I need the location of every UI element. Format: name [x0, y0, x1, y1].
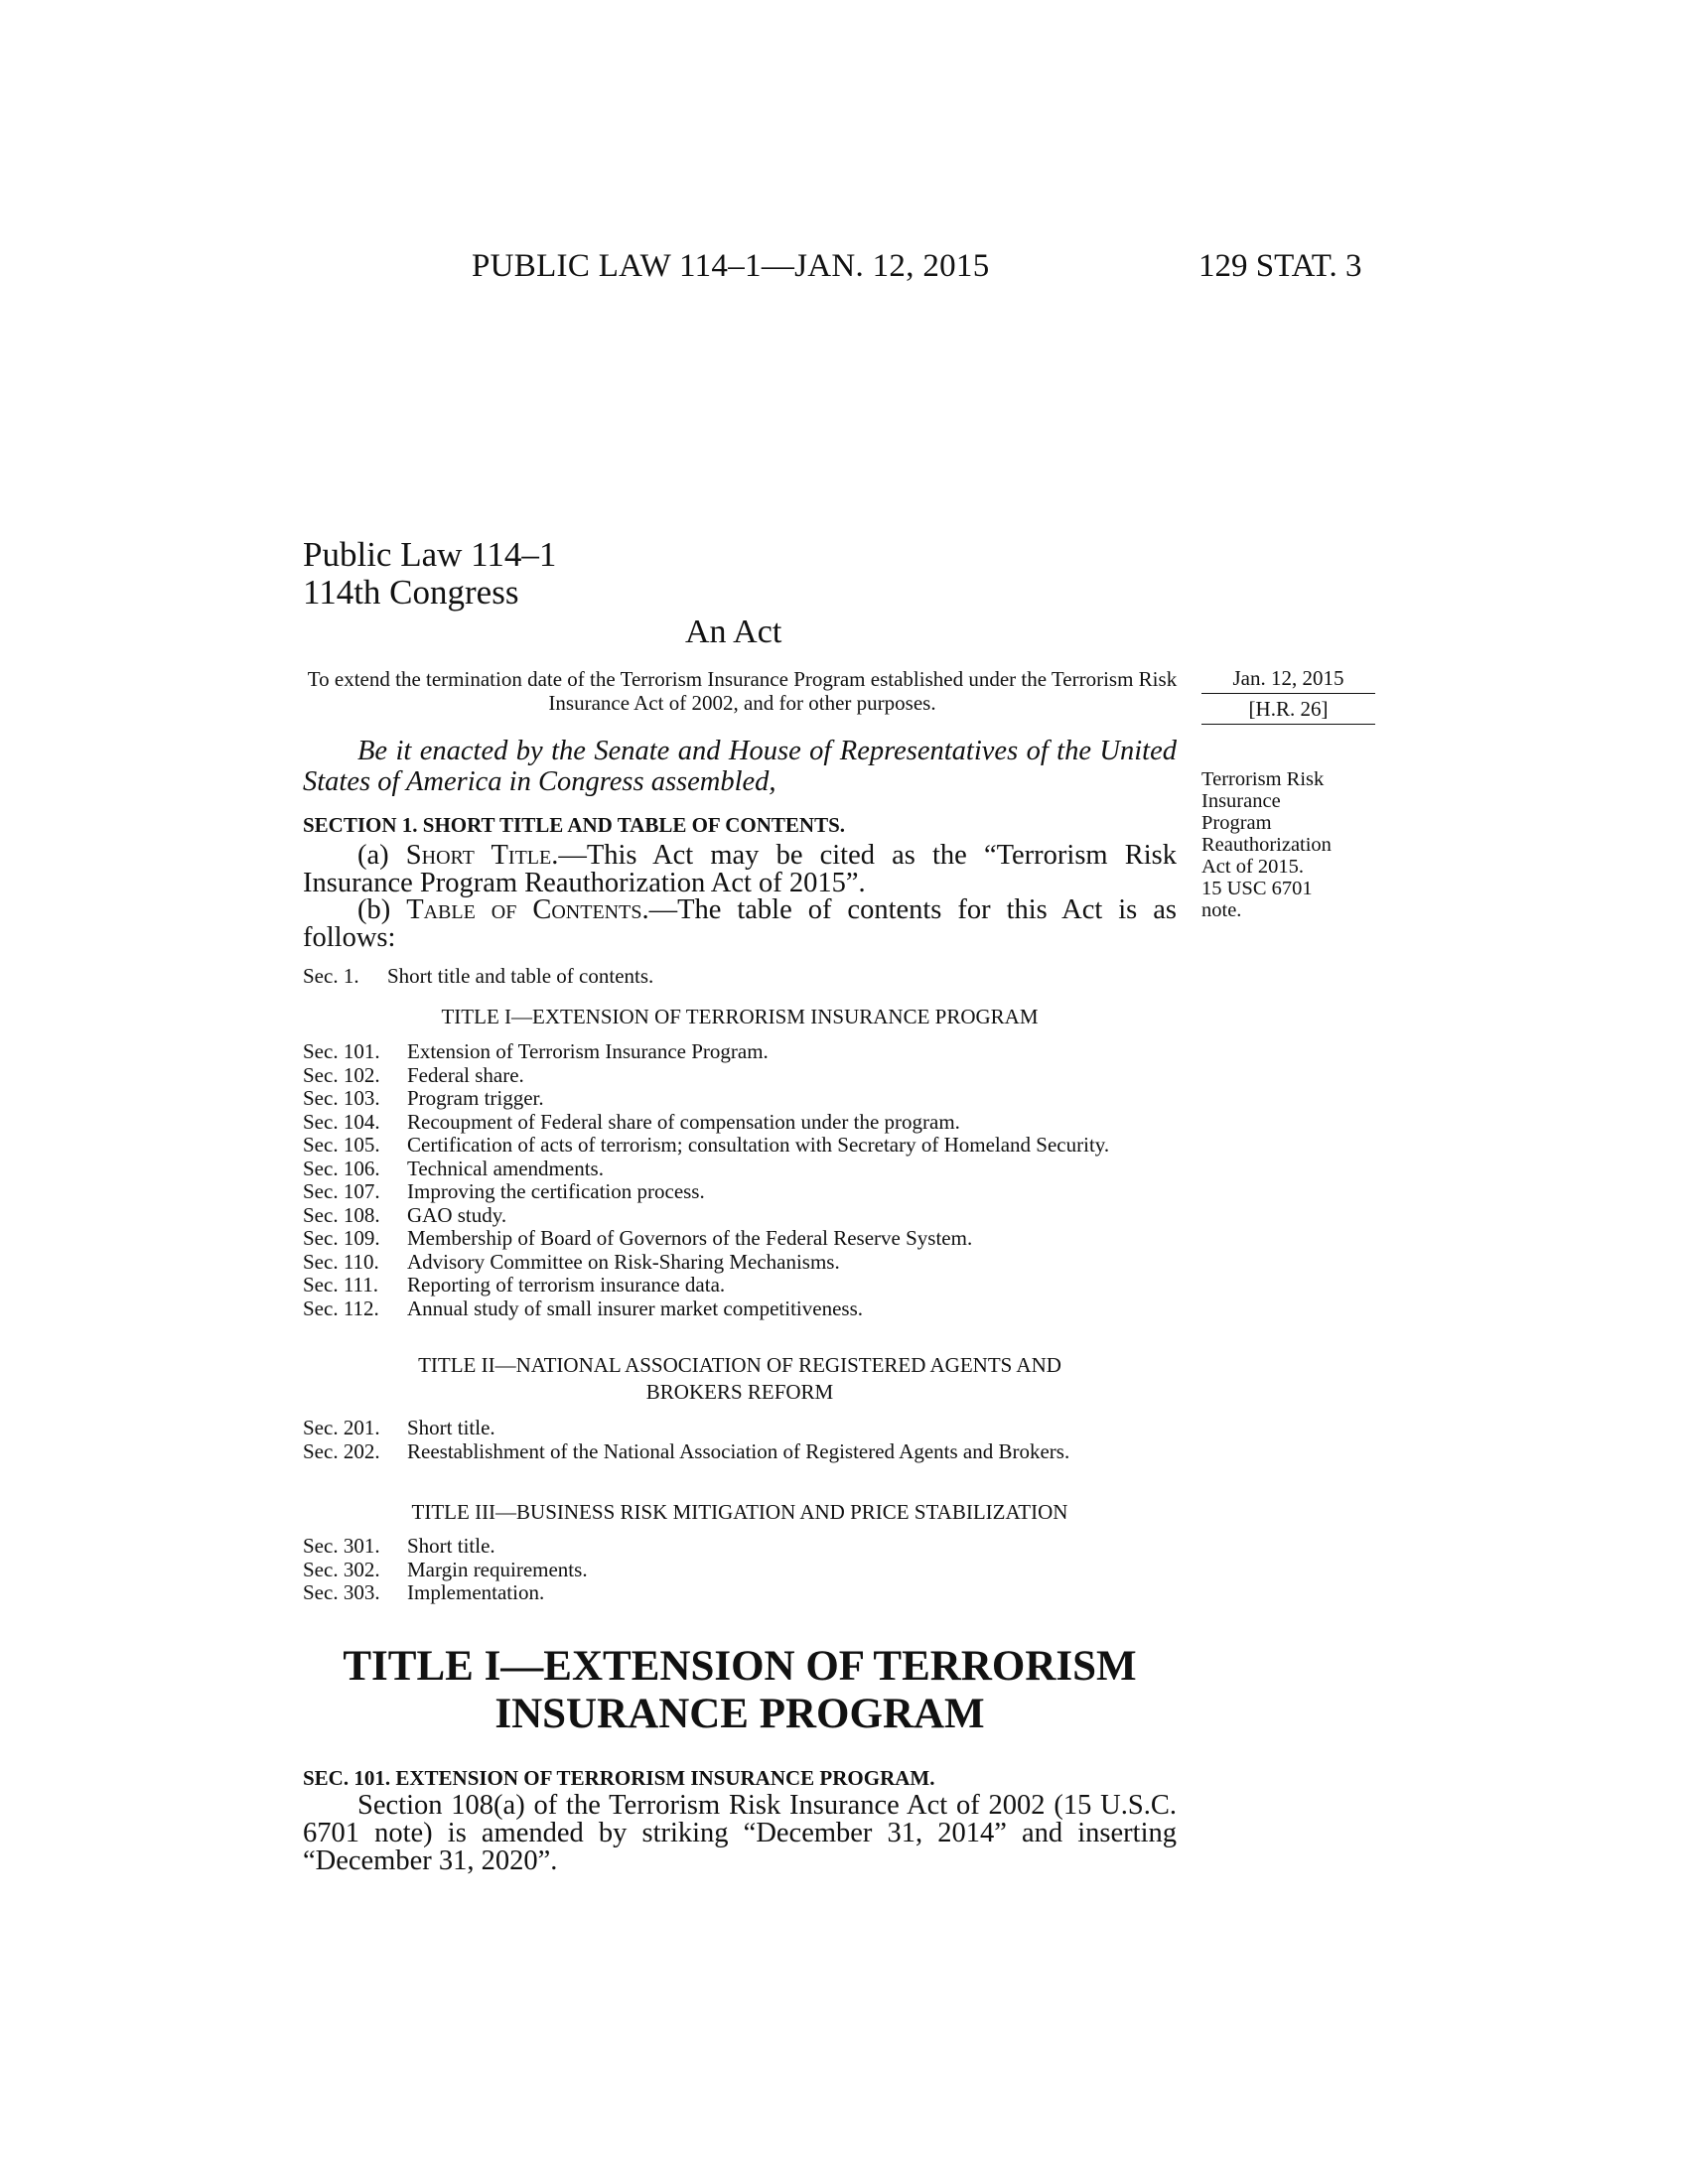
date-box	[1201, 666, 1375, 725]
toc-title-i-list	[303, 1040, 1177, 1320]
margin-note-line: Program	[1201, 812, 1272, 834]
toc-entry-number: Sec. 302.	[303, 1557, 380, 1581]
toc-title-ii-line: BROKERS REFORM	[645, 1380, 834, 1404]
toc-entry-text: Implementation.	[407, 1580, 545, 1604]
toc-entry	[303, 1297, 1177, 1321]
enacting-clause: Be it enacted by the Senate and House of Representatives of the United States of America in Congress assembled,	[303, 736, 1177, 797]
margin-note-line: Insurance	[1201, 790, 1281, 812]
toc-entry	[303, 1581, 1177, 1605]
paragraph-text: .—The table of contents for this Act is as follows:	[303, 894, 1177, 953]
toc-entry-number: Sec. 102.	[303, 1062, 380, 1087]
toc-entry-text: Reestablishment of the National Association of Registered Agents and Brokers.	[407, 1438, 1070, 1463]
toc-entry	[303, 1087, 1177, 1111]
paragraph-label: (a)	[357, 840, 406, 871]
toc-entry-number: Sec. 108.	[303, 1202, 380, 1227]
toc-entry	[303, 1111, 1177, 1135]
toc-entry-text: Recoupment of Federal share of compensation under the program.	[407, 1109, 960, 1134]
toc-title-ii	[303, 1352, 1177, 1406]
margin-note-line: 15 USC 6701	[1201, 878, 1313, 899]
paragraph-caption: Short Title	[405, 840, 552, 871]
toc-entry	[303, 1064, 1177, 1088]
toc-entry-text: Short title and table of contents.	[387, 964, 654, 988]
toc-entry-text: Improving the certification process.	[407, 1179, 705, 1203]
toc-entry-text: Advisory Committee on Risk-Sharing Mechanisms.	[407, 1249, 840, 1274]
toc-entry-number: Sec. 111.	[303, 1273, 379, 1297]
bill-number: [H.R. 26]	[1201, 694, 1375, 725]
toc-entry	[303, 1180, 1177, 1204]
toc-title-ii-line: TITLE II—NATIONAL ASSOCIATION OF REGISTERED AGENTS AND	[418, 1353, 1061, 1377]
toc-entry-text: Margin requirements.	[407, 1557, 588, 1581]
toc-entry-number: Sec. 104.	[303, 1109, 380, 1134]
paragraph-label: (b)	[357, 894, 407, 925]
toc-entry-text: Short title.	[407, 1416, 495, 1439]
stat-page-number: 129 STAT. 3	[1198, 248, 1362, 284]
toc-entry-number: Sec. 202.	[303, 1438, 380, 1463]
toc-entry-number: Sec. 101.	[303, 1039, 380, 1063]
toc-entry-text: Program trigger.	[407, 1086, 544, 1110]
toc-entry-number: Sec. 110.	[303, 1249, 379, 1274]
toc-entry	[303, 1559, 1177, 1582]
toc-entry	[303, 1274, 1177, 1297]
toc-entry	[303, 1158, 1177, 1181]
paragraph-table-of-contents	[303, 896, 1177, 952]
toc-entry-number: Sec. 109.	[303, 1226, 380, 1250]
section-101-heading: SEC. 101. EXTENSION OF TERRORISM INSURANCE PROGRAM.	[303, 1766, 935, 1790]
toc-entry	[303, 1134, 1177, 1158]
toc-entry-number: Sec. 301.	[303, 1534, 380, 1558]
toc-entry	[303, 1227, 1177, 1251]
an-act-heading: An Act	[685, 614, 782, 650]
paragraph-short-title	[303, 842, 1177, 897]
section-101-text: Section 108(a) of the Terrorism Risk Insurance Act of 2002 (15 U.S.C. 6701 note) is amended by striking “December 31, 2014” and inserting “December 31, 2020”.	[303, 1790, 1177, 1876]
running-title: PUBLIC LAW 114–1—JAN. 12, 2015	[472, 248, 990, 284]
title-i-heading-line: TITLE I—EXTENSION OF TERRORISM	[343, 1643, 1137, 1690]
toc-entry-text-wrap: Certification of acts of terrorism; consultation with Secretary of Homeland Security.	[407, 1133, 1110, 1157]
toc-title-ii-list	[303, 1417, 1177, 1463]
paragraph-caption: Table of Contents	[406, 894, 642, 925]
toc-entry-number: Sec. 107.	[303, 1179, 380, 1203]
toc-entry-text: Reporting of terrorism insurance data.	[407, 1273, 726, 1297]
section-1-heading: SECTION 1. SHORT TITLE AND TABLE OF CONTENTS.	[303, 813, 846, 837]
toc-entry-number: Sec. 201.	[303, 1416, 380, 1439]
toc-entry-number: Sec. 106.	[303, 1156, 380, 1180]
toc-entry	[303, 1040, 1177, 1064]
purpose-statement: To extend the termination date of the Terrorism Insurance Program established under the Terrorism Risk Insurance Act of 2002, and for other purposes.	[307, 667, 1178, 715]
toc-entry-number: Sec. 1.	[303, 964, 359, 988]
toc-title-iii-list	[303, 1535, 1177, 1605]
toc-entry	[303, 1204, 1177, 1228]
toc-sec-1	[303, 965, 1177, 989]
toc-entry-text: Membership of Board of Governors of the Federal Reserve System.	[407, 1226, 973, 1250]
toc-entry-text: Annual study of small insurer market competitiveness.	[407, 1296, 863, 1320]
title-i-heading-line: INSURANCE PROGRAM	[494, 1691, 985, 1737]
margin-note-line: note.	[1201, 899, 1242, 921]
margin-note	[1201, 768, 1390, 921]
toc-entry	[303, 1251, 1177, 1275]
toc-title-i: TITLE I—EXTENSION OF TERRORISM INSURANCE PROGRAM	[441, 1005, 1039, 1028]
toc-entry-text: Short title.	[407, 1534, 495, 1558]
toc-title-iii: TITLE III—BUSINESS RISK MITIGATION AND PRICE STABILIZATION	[411, 1500, 1068, 1524]
margin-note-line: Reauthorization	[1201, 834, 1332, 856]
congress-number: 114th Congress	[303, 573, 519, 612]
toc-entry-text: Technical amendments.	[407, 1156, 604, 1180]
toc-entry-text: Extension of Terrorism Insurance Program.	[407, 1039, 769, 1063]
toc-entry	[303, 965, 1177, 989]
toc-entry-number: Sec. 303.	[303, 1580, 380, 1604]
toc-entry-number: Sec. 105.	[303, 1133, 380, 1157]
toc-entry	[303, 1440, 1177, 1464]
title-i-heading	[303, 1643, 1177, 1738]
toc-entry-number: Sec. 103.	[303, 1086, 380, 1110]
toc-entry-text: Federal share.	[407, 1062, 524, 1087]
law-number: Public Law 114–1	[303, 535, 557, 574]
toc-entry-text: GAO study.	[407, 1202, 507, 1227]
toc-entry-number: Sec. 112.	[303, 1296, 379, 1320]
toc-entry-text	[407, 1134, 1177, 1158]
toc-entry	[303, 1535, 1177, 1559]
toc-entry	[303, 1417, 1177, 1440]
margin-note-line: Terrorism Risk	[1201, 768, 1325, 790]
enactment-date: Jan. 12, 2015	[1201, 666, 1375, 694]
paragraph-text: .—This Act may be cited as the “Terrorism Risk Insurance Program Reauthorization Act of 2015”.	[303, 840, 1177, 898]
margin-note-line: Act of 2015.	[1201, 856, 1305, 878]
